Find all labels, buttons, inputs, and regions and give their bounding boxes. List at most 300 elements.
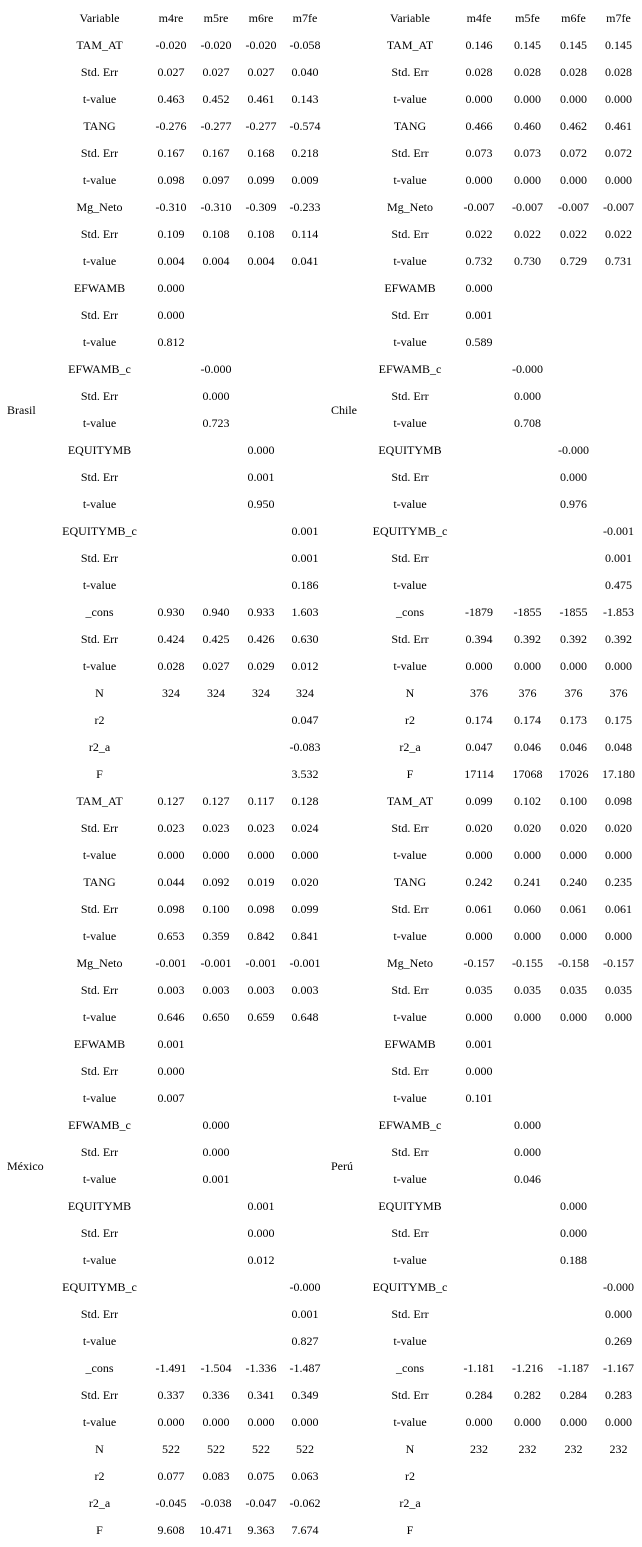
coefficient-cell: 0.731 — [605, 254, 632, 268]
table-row — [324, 545, 640, 572]
coefficient-cell — [148, 383, 194, 410]
variable-name: Mg_Neto — [387, 956, 433, 970]
coefficient-cell: 0.001 — [605, 551, 632, 565]
coefficient-cell: 324 — [207, 686, 225, 700]
coefficient-cell: 324 — [252, 686, 270, 700]
variable-name: r2_a — [88, 740, 111, 754]
table-row — [324, 1409, 640, 1436]
coefficient-cell: 0.001 — [291, 524, 319, 538]
coefficient-cell: 0.098 — [157, 902, 185, 916]
variable-name: t-value — [393, 1010, 427, 1024]
coefficient-cell: 0.097 — [202, 173, 230, 187]
coefficient-cell: 0.003 — [157, 983, 185, 997]
coefficient-cell: 0.020 — [465, 821, 493, 835]
coefficient-cell: 1.603 — [291, 605, 319, 619]
coefficient-cell — [194, 275, 238, 302]
coefficient-cell: 0.046 — [560, 740, 587, 754]
header-row — [0, 5, 326, 32]
model-header: m7fe — [606, 11, 631, 25]
coefficient-cell: 0.022 — [514, 227, 541, 241]
coefficient-cell — [238, 410, 284, 437]
coefficient-cell — [238, 1301, 284, 1328]
table-row — [324, 1490, 640, 1517]
coefficient-cell: 0.000 — [605, 173, 632, 187]
table-row — [324, 59, 640, 86]
table-row — [324, 221, 640, 248]
coefficient-cell — [505, 1220, 550, 1247]
variable-name: Mg_Neto — [387, 200, 433, 214]
coefficient-cell — [453, 437, 505, 464]
coefficient-cell — [597, 1112, 640, 1139]
coefficient-cell: 0.241 — [514, 875, 541, 889]
variable-name: t-value — [393, 416, 427, 430]
coefficient-cell — [194, 1085, 238, 1112]
coefficient-cell — [453, 1193, 505, 1220]
coefficient-cell — [597, 1247, 640, 1274]
country-header-cell — [0, 5, 51, 32]
coefficient-cell — [550, 1166, 597, 1193]
variable-name: Std. Err — [80, 227, 119, 241]
coefficient-cell: -0.277 — [200, 119, 232, 133]
coefficient-cell: 0.000 — [291, 848, 319, 862]
variable-name: N — [405, 1442, 415, 1456]
coefficient-cell: 232 — [470, 1442, 488, 1456]
coefficient-cell: 0.000 — [560, 929, 587, 943]
coefficient-cell: -0.058 — [289, 38, 321, 52]
coefficient-cell — [148, 1166, 194, 1193]
table-row — [324, 680, 640, 707]
coefficient-cell — [453, 572, 505, 599]
coefficient-cell: 0.475 — [605, 578, 632, 592]
coefficient-cell: 0.000 — [465, 281, 493, 295]
country-label: México — [7, 1158, 44, 1173]
coefficient-cell: 0.000 — [202, 1118, 230, 1132]
variable-name: TANG — [393, 875, 427, 889]
coefficient-cell — [505, 1031, 550, 1058]
coefficient-cell — [453, 1274, 505, 1301]
coefficient-cell: 0.023 — [247, 821, 275, 835]
variable-name: Std. Err — [391, 902, 429, 916]
coefficient-cell — [284, 437, 326, 464]
table-row — [324, 653, 640, 680]
country-label: Chile — [331, 402, 357, 417]
variable-name: Std. Err — [80, 470, 119, 484]
coefficient-cell — [148, 437, 194, 464]
coefficient-cell: 0.392 — [514, 632, 541, 646]
coefficient-cell — [284, 1031, 326, 1058]
coefficient-cell — [284, 491, 326, 518]
coefficient-cell: 0.040 — [291, 65, 319, 79]
variable-name: EFWAMB_c — [378, 1118, 442, 1132]
coefficient-cell: -0.574 — [289, 119, 321, 133]
coefficient-cell: 0.000 — [514, 173, 541, 187]
coefficient-cell: 0.167 — [157, 146, 185, 160]
coefficient-cell: 0.930 — [157, 605, 185, 619]
coefficient-cell: 0.167 — [202, 146, 230, 160]
coefficient-cell — [148, 1301, 194, 1328]
table-row — [324, 356, 640, 383]
coefficient-cell — [505, 302, 550, 329]
coefficient-cell: 0.109 — [157, 227, 185, 241]
coefficient-cell: 0.027 — [157, 65, 185, 79]
coefficient-cell: 0.083 — [202, 1469, 230, 1483]
variable-name: Std. Err — [80, 389, 119, 403]
coefficient-cell: 0.462 — [560, 119, 587, 133]
coefficient-cell: 0.009 — [291, 173, 319, 187]
coefficient-cell: 0.117 — [247, 794, 275, 808]
coefficient-cell — [550, 383, 597, 410]
coefficient-cell: 0.426 — [247, 632, 275, 646]
variable-name: t-value — [82, 659, 117, 673]
table-row — [324, 761, 640, 788]
variable-name: F — [406, 1523, 414, 1537]
coefficient-cell: 0.004 — [202, 254, 230, 268]
coefficient-cell: -0.158 — [558, 956, 589, 970]
variable-name: Std. Err — [391, 1064, 429, 1078]
coefficient-cell — [194, 518, 238, 545]
coefficient-cell — [148, 464, 194, 491]
coefficient-cell: 0.000 — [560, 92, 587, 106]
coefficient-cell: 0.001 — [247, 1199, 275, 1213]
right-table-body — [324, 5, 640, 1544]
model-header: m7fe — [292, 11, 318, 25]
coefficient-cell — [505, 545, 550, 572]
coefficient-cell: 0.027 — [247, 65, 275, 79]
coefficient-cell — [238, 1166, 284, 1193]
variable-name: EQUITYMB_c — [372, 524, 448, 538]
variable-name: Std. Err — [80, 1226, 119, 1240]
coefficient-cell: -1.216 — [512, 1361, 543, 1375]
variable-name: TANG — [393, 119, 427, 133]
coefficient-cell — [148, 356, 194, 383]
coefficient-cell: 0.000 — [247, 1415, 275, 1429]
coefficient-cell: 0.284 — [560, 1388, 587, 1402]
coefficient-cell: -0.309 — [245, 200, 277, 214]
variable-name: TAM_AT — [386, 38, 434, 52]
coefficient-cell: 0.424 — [157, 632, 185, 646]
model-header: m6re — [248, 11, 274, 25]
coefficient-cell: 0.240 — [560, 875, 587, 889]
coefficient-cell: 0.000 — [605, 1415, 632, 1429]
coefficient-cell: 0.359 — [202, 929, 230, 943]
coefficient-cell — [505, 1058, 550, 1085]
variable-name: t-value — [393, 929, 427, 943]
table-row — [324, 518, 640, 545]
coefficient-cell: -1.487 — [289, 1361, 321, 1375]
coefficient-cell: -0.007 — [558, 200, 589, 214]
coefficient-cell: 0.812 — [157, 335, 185, 349]
coefficient-cell: 0.146 — [465, 38, 493, 52]
coefficient-cell — [550, 1463, 597, 1490]
coefficient-cell: 0.284 — [465, 1388, 493, 1402]
coefficient-cell: 0.108 — [202, 227, 230, 241]
table-row — [324, 167, 640, 194]
coefficient-cell — [284, 302, 326, 329]
coefficient-cell — [453, 410, 505, 437]
coefficient-cell — [597, 302, 640, 329]
table-row — [324, 1085, 640, 1112]
variable-name: t-value — [82, 929, 117, 943]
coefficient-cell: 0.143 — [291, 92, 319, 106]
coefficient-cell — [505, 572, 550, 599]
coefficient-cell — [194, 1193, 238, 1220]
coefficient-cell: 0.003 — [291, 983, 319, 997]
coefficient-cell: 0.024 — [291, 821, 319, 835]
table-row — [324, 194, 640, 221]
variable-name: EQUITYMB_c — [62, 1280, 137, 1294]
variable-name: t-value — [82, 497, 117, 511]
coefficient-cell: 17114 — [464, 767, 494, 781]
table-row — [324, 1193, 640, 1220]
coefficient-cell: 0.108 — [247, 227, 275, 241]
coefficient-cell: 0.022 — [605, 227, 632, 241]
variable-name: t-value — [82, 1415, 117, 1429]
regression-table-left — [0, 5, 326, 1544]
coefficient-cell: 0.098 — [247, 902, 275, 916]
coefficient-cell — [550, 302, 597, 329]
coefficient-cell: 0.007 — [157, 1091, 185, 1105]
coefficient-cell — [194, 1328, 238, 1355]
variable-name: Std. Err — [80, 308, 119, 322]
coefficient-cell: 0.000 — [514, 389, 541, 403]
variable-name: t-value — [82, 92, 117, 106]
coefficient-cell: 0.646 — [157, 1010, 185, 1024]
coefficient-cell — [505, 1274, 550, 1301]
coefficient-cell: 0.392 — [560, 632, 587, 646]
coefficient-cell: -0.276 — [155, 119, 187, 133]
table-row — [324, 32, 640, 59]
coefficient-cell — [505, 275, 550, 302]
variable-name: EQUITYMB — [378, 1199, 442, 1213]
coefficient-cell: 9.608 — [157, 1523, 185, 1537]
variable-name: t-value — [393, 92, 427, 106]
coefficient-cell: 0.282 — [514, 1388, 541, 1402]
coefficient-cell: 0.000 — [465, 848, 493, 862]
coefficient-cell: 0.650 — [202, 1010, 230, 1024]
coefficient-cell — [453, 1328, 505, 1355]
table-row — [324, 572, 640, 599]
coefficient-cell: 0.000 — [465, 929, 493, 943]
coefficient-cell — [284, 329, 326, 356]
coefficient-cell: 0.000 — [157, 281, 185, 295]
coefficient-cell: -1.187 — [558, 1361, 589, 1375]
coefficient-cell: 0.000 — [560, 1415, 587, 1429]
coefficient-cell — [238, 518, 284, 545]
variable-name: Std. Err — [80, 1064, 119, 1078]
table-row — [324, 977, 640, 1004]
coefficient-cell — [597, 1166, 640, 1193]
variable-name: t-value — [82, 1091, 117, 1105]
coefficient-cell: 0.035 — [605, 983, 632, 997]
variable-name: Std. Err — [391, 632, 429, 646]
coefficient-cell — [550, 329, 597, 356]
coefficient-cell: 522 — [207, 1442, 225, 1456]
coefficient-cell — [148, 1112, 194, 1139]
coefficient-cell: 0.000 — [605, 659, 632, 673]
coefficient-cell — [550, 518, 597, 545]
coefficient-cell: 0.000 — [157, 848, 185, 862]
coefficient-cell — [148, 518, 194, 545]
variable-name: Std. Err — [391, 389, 429, 403]
coefficient-cell: 0.012 — [291, 659, 319, 673]
coefficient-cell: 0.000 — [202, 389, 230, 403]
coefficient-cell: 0.022 — [560, 227, 587, 241]
coefficient-cell — [597, 1193, 640, 1220]
coefficient-cell — [194, 545, 238, 572]
coefficient-cell: -1879 — [465, 605, 493, 619]
coefficient-cell: 0.048 — [605, 740, 632, 754]
coefficient-cell: 0.708 — [514, 416, 541, 430]
coefficient-cell: 0.729 — [560, 254, 587, 268]
coefficient-cell: 0.046 — [514, 1172, 541, 1186]
variable-name: Std. Err — [391, 470, 429, 484]
left-table-body — [0, 5, 326, 1544]
coefficient-cell — [238, 545, 284, 572]
coefficient-cell: 0.730 — [514, 254, 541, 268]
coefficient-cell — [505, 437, 550, 464]
coefficient-cell: 0.100 — [202, 902, 230, 916]
coefficient-cell: 0.827 — [291, 1334, 319, 1348]
variable-name: r2 — [405, 713, 415, 727]
coefficient-cell: 0.461 — [605, 119, 632, 133]
coefficient-cell: 0.072 — [560, 146, 587, 160]
coefficient-cell — [194, 1247, 238, 1274]
coefficient-cell — [550, 1058, 597, 1085]
coefficient-cell: 0.063 — [291, 1469, 319, 1483]
table-row — [324, 1517, 640, 1544]
coefficient-cell — [194, 1031, 238, 1058]
variable-name: Std. Err — [80, 902, 119, 916]
coefficient-cell — [597, 410, 640, 437]
coefficient-cell — [284, 1220, 326, 1247]
coefficient-cell — [505, 329, 550, 356]
coefficient-cell — [453, 1139, 505, 1166]
coefficient-cell: 0.127 — [202, 794, 230, 808]
variable-name: t-value — [82, 1172, 117, 1186]
table-row — [324, 275, 640, 302]
coefficient-cell — [194, 734, 238, 761]
coefficient-cell: 0.041 — [291, 254, 319, 268]
coefficient-cell — [597, 383, 640, 410]
coefficient-cell: 0.218 — [291, 146, 319, 160]
coefficient-cell: 0.000 — [514, 1145, 541, 1159]
coefficient-cell — [505, 1517, 550, 1544]
coefficient-cell: 0.000 — [514, 929, 541, 943]
coefficient-cell — [550, 275, 597, 302]
coefficient-cell: 0.020 — [514, 821, 541, 835]
coefficient-cell: 0.114 — [291, 227, 319, 241]
coefficient-cell — [505, 1247, 550, 1274]
coefficient-cell: 9.363 — [247, 1523, 275, 1537]
variable-name: _cons — [396, 1361, 424, 1375]
coefficient-cell — [550, 1274, 597, 1301]
coefficient-cell — [505, 1328, 550, 1355]
coefficient-cell — [284, 410, 326, 437]
coefficient-cell: 0.001 — [465, 1037, 493, 1051]
coefficient-cell: 0.035 — [560, 983, 587, 997]
coefficient-cell: 0.000 — [465, 1010, 493, 1024]
coefficient-cell — [284, 464, 326, 491]
table-row — [324, 464, 640, 491]
coefficient-cell: 0.022 — [465, 227, 493, 241]
model-header: m5re — [203, 11, 229, 25]
coefficient-cell — [597, 356, 640, 383]
coefficient-cell: 0.000 — [605, 92, 632, 106]
table-row — [324, 815, 640, 842]
coefficient-cell: 0.000 — [247, 443, 275, 457]
coefficient-cell — [453, 1301, 505, 1328]
coefficient-cell — [148, 734, 194, 761]
variable-name: N — [95, 1442, 104, 1456]
coefficient-cell: 0.341 — [247, 1388, 275, 1402]
variable-name: t-value — [393, 497, 427, 511]
coefficient-cell: 0.000 — [247, 1226, 275, 1240]
variable-name: EFWAMB — [384, 281, 436, 295]
coefficient-cell — [597, 437, 640, 464]
coefficient-cell: 0.000 — [560, 173, 587, 187]
table-row — [324, 1274, 640, 1301]
coefficient-cell — [505, 1193, 550, 1220]
coefficient-cell: -0.001 — [200, 956, 232, 970]
model-header: m4re — [158, 11, 184, 25]
coefficient-cell: 0.000 — [560, 659, 587, 673]
coefficient-cell: 0.000 — [514, 659, 541, 673]
coefficient-cell — [550, 1031, 597, 1058]
coefficient-cell: 0.394 — [465, 632, 493, 646]
coefficient-cell: -0.020 — [245, 38, 277, 52]
coefficient-cell — [453, 1112, 505, 1139]
coefficient-cell — [238, 572, 284, 599]
coefficient-cell — [550, 1328, 597, 1355]
coefficient-cell — [194, 1301, 238, 1328]
variable-name: Std. Err — [80, 821, 119, 835]
coefficient-cell: -0.000 — [603, 1280, 634, 1294]
coefficient-cell: 7.674 — [291, 1523, 319, 1537]
coefficient-cell: 0.027 — [202, 659, 230, 673]
variable-name: t-value — [393, 1334, 427, 1348]
variable-name: F — [406, 767, 414, 781]
variable-name: Std. Err — [391, 1388, 429, 1402]
coefficient-cell — [550, 1139, 597, 1166]
coefficient-cell: 0.003 — [247, 983, 275, 997]
variable-name: t-value — [82, 173, 117, 187]
variable-name: t-value — [82, 1334, 117, 1348]
coefficient-cell: 0.098 — [157, 173, 185, 187]
coefficient-cell: -1.181 — [463, 1361, 495, 1375]
coefficient-cell: 17.180 — [602, 767, 635, 781]
coefficient-cell: 0.933 — [247, 605, 275, 619]
variable-name: Std. Err — [391, 983, 429, 997]
variable-name: Mg_Neto — [76, 200, 123, 214]
variable-name: t-value — [393, 173, 427, 187]
coefficient-cell — [505, 518, 550, 545]
coefficient-cell: 0.392 — [605, 632, 632, 646]
coefficient-cell: 0.004 — [247, 254, 275, 268]
coefficient-cell: 0.337 — [157, 1388, 185, 1402]
variable-name: t-value — [393, 1253, 427, 1267]
coefficient-cell — [597, 1517, 640, 1544]
table-row — [324, 1328, 640, 1355]
table-row — [324, 437, 640, 464]
coefficient-cell: -0.007 — [603, 200, 634, 214]
coefficient-cell — [238, 356, 284, 383]
coefficient-cell: 0.004 — [157, 254, 185, 268]
model-header: m4fe — [466, 11, 492, 25]
variable-name: Std. Err — [391, 1307, 429, 1321]
coefficient-cell: 0.349 — [291, 1388, 319, 1402]
coefficient-cell: 0.145 — [605, 38, 632, 52]
table-row — [324, 491, 640, 518]
